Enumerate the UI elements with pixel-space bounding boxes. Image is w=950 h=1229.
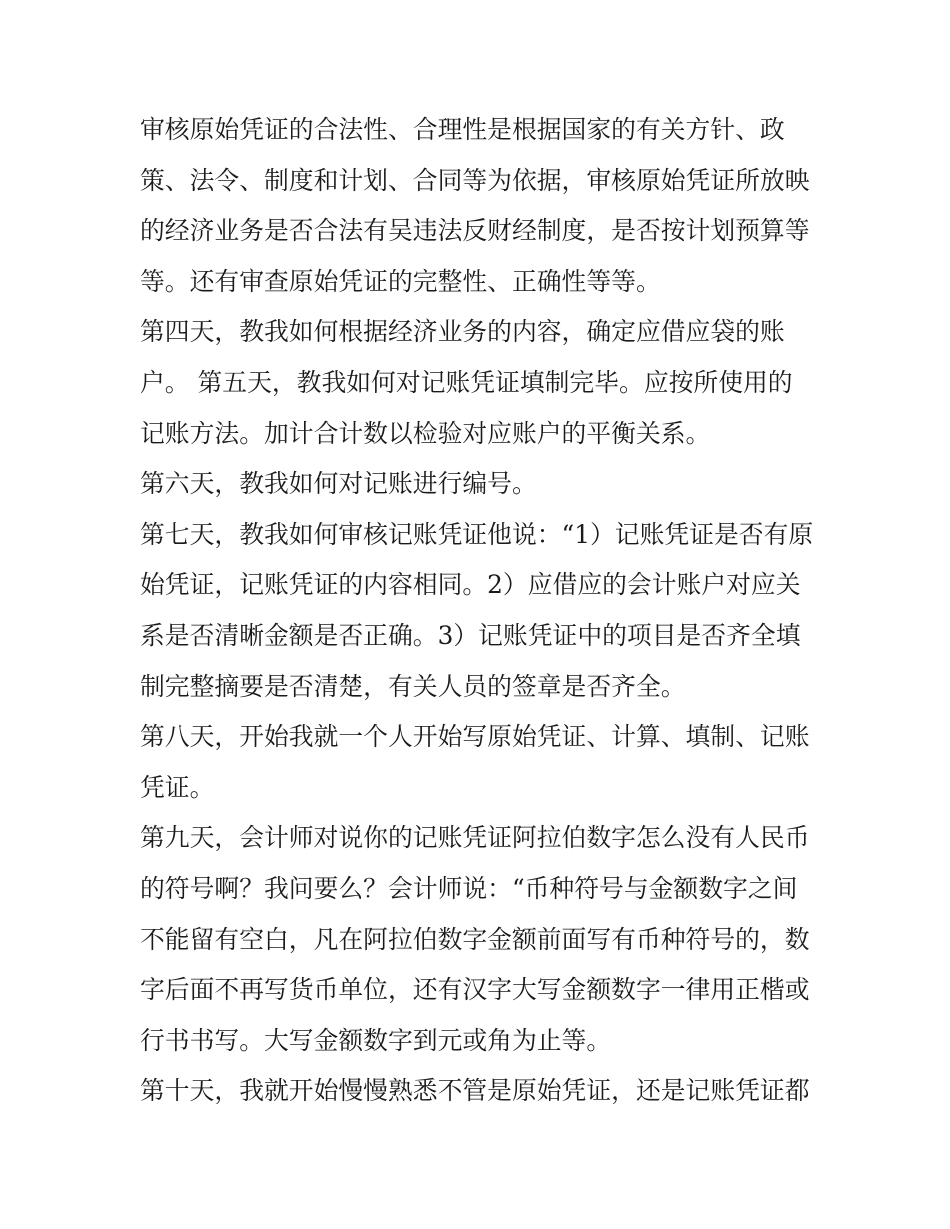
text-line: 第四天，教我如何根据经济业务的内容，确定应借应袋的账 (140, 317, 785, 347)
text-line: 制完整摘要是否清楚，有关人员的签章是否齐全。 (140, 671, 686, 701)
text-line: 系是否清晰金额是否正确。3）记账凭证中的项目是否齐全填 (140, 620, 801, 650)
text-line: 第七天，教我如何审核记账凭证他说：“1）记账凭证是否有原 (140, 519, 814, 549)
text-line: 记账方法。加计合计数以检验对应账户的平衡关系。 (140, 418, 711, 448)
text-line: 凭证。 (140, 772, 215, 802)
text-line: 审核原始凭证的合法性、合理性是根据国家的有关方针、政 (140, 115, 785, 144)
text-line: 户。 第五天，教我如何对记账凭证填制完毕。应按所使用的 (140, 367, 793, 397)
document-body (140, 105, 840, 1117)
text-line: 的经济业务是否合法有吴违法反财经制度，是否按计划预算等 (140, 216, 810, 246)
text-line: 策、法令、制度和计划、合同等为依据，审核原始凭证所放映 (140, 165, 810, 195)
text-line: 第六天，教我如何对记账进行编号。 (140, 469, 537, 499)
text-line: 的符号啊？我问要么？会计师说：“币种符号与金额数字之间 (140, 873, 798, 903)
text-line: 第九天，会计师对说你的记账凭证阿拉伯数字怎么没有人民币 (140, 823, 810, 853)
text-line: 第八天，开始我就一个人开始写原始凭证、计算、填制、记账 (140, 722, 810, 752)
text-line: 行书书写。大写金额数字到元或角为止等。 (140, 1025, 612, 1055)
text-line: 等。还有审查原始凭证的完整性、正确性等等。 (140, 266, 661, 296)
text-line: 始凭证，记账凭证的内容相同。2）应借应的会计账户对应关 (140, 570, 801, 600)
text-line: 第十天，我就开始慢慢熟悉不管是原始凭证，还是记账凭证都 (140, 1076, 810, 1106)
text-line: 不能留有空白，凡在阿拉伯数字金额前面写有币种符号的，数 (140, 924, 810, 954)
text-line: 字后面不再写货币单位，还有汉字大写金额数字一律用正楷或 (140, 975, 810, 1005)
